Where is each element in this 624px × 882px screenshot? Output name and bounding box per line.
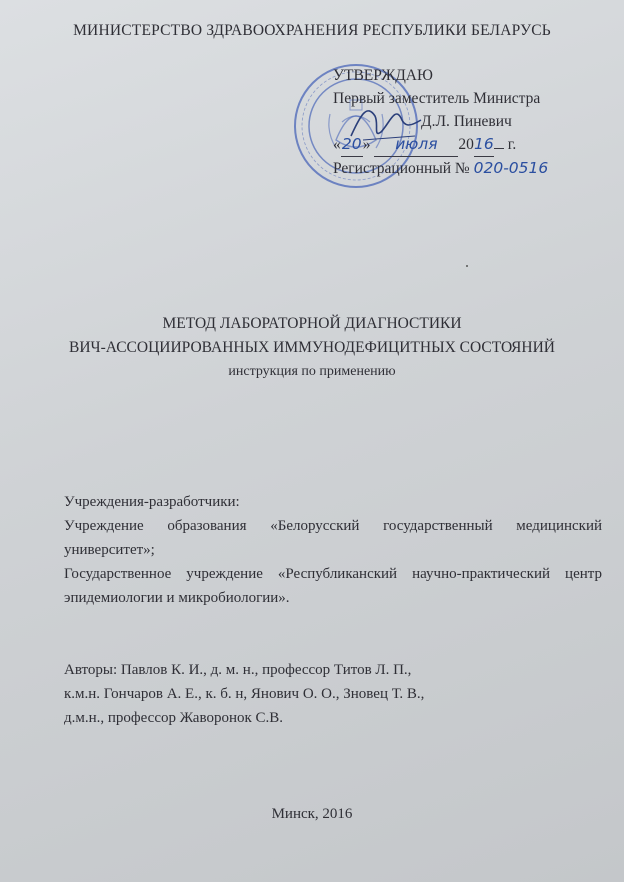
speck [466, 265, 468, 267]
approval-block [333, 64, 548, 180]
developer-org-2: Государственное учреждение «Республиканский научно-практический центр эпидемиологии и микробиологии». [64, 566, 602, 606]
authors-block [64, 658, 584, 730]
registration-number-value: 020-0516 [473, 159, 549, 177]
title-line-1: МЕТОД ЛАБОРАТОРНОЙ ДИАГНОСТИКИ [162, 315, 462, 332]
authors-line-3: д.м.н., профессор Жаворонок С.В. [64, 710, 284, 726]
developer-org-1: Учреждение образования «Белорусский государственный медицинский университет»; [64, 518, 602, 558]
ministry-header: МИНИСТЕРСТВО ЗДРАВООХРАНЕНИЯ РЕСПУБЛИКИ БЕЛАРУСЬ [73, 22, 551, 39]
authors-line-2: к.м.н. Гончаров А. Е., к. б. н, Янович О. О., Зновец Т. В., [64, 686, 425, 702]
authors-line-1: Авторы: Павлов К. И., д. м. н., профессор Титов Л. П., [64, 662, 412, 678]
approval-date: «20» июля 2016 г. [333, 133, 548, 157]
date-day: 20 [341, 133, 363, 157]
developers-heading: Учреждения-разработчики: [64, 494, 240, 510]
approver-position: Первый заместитель Министра [333, 90, 541, 107]
title-line-2: ВИЧ-АССОЦИИРОВАННЫХ ИММУНОДЕФИЦИТНЫХ СОСТОЯНИЙ [69, 339, 555, 356]
document-subtitle: инструкция по применению [228, 364, 396, 379]
approver-name: Д.Л. Пиневич [421, 113, 512, 130]
date-month: июля [374, 133, 458, 157]
date-year: 16 [474, 133, 494, 157]
approve-label: УТВЕРЖДАЮ [333, 67, 433, 84]
developer-organizations [64, 490, 602, 610]
registration-number: Регистрационный № 020-0516 [333, 159, 549, 177]
document-title [0, 312, 624, 384]
city-year: Минск, 2016 [271, 806, 353, 822]
